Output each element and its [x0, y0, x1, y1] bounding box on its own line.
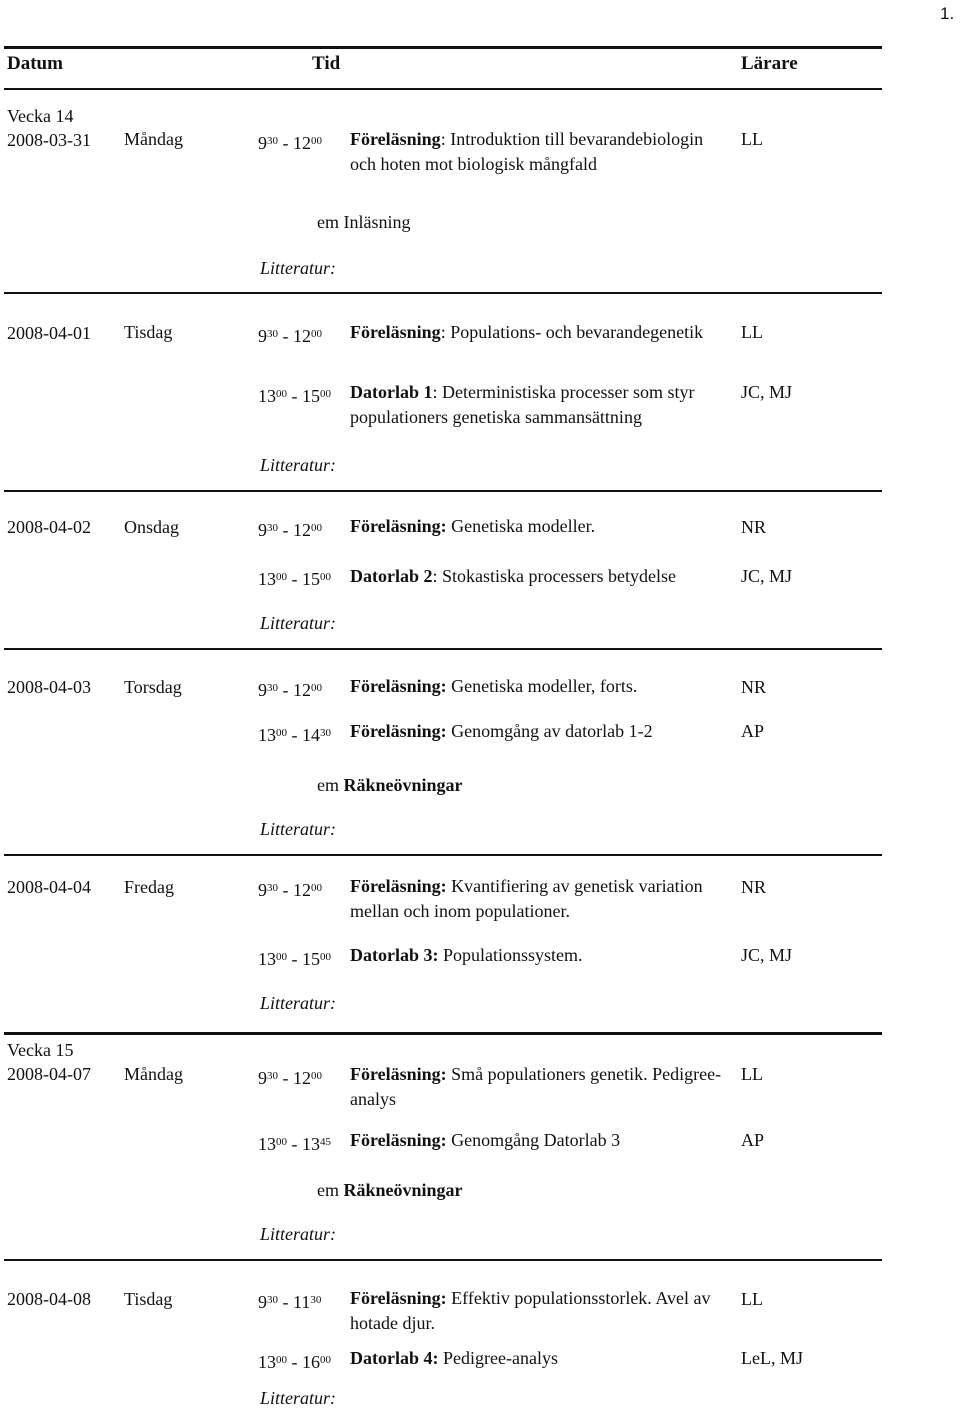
session-teacher: LeL, MJ: [741, 1348, 803, 1368]
schedule-day: Onsdag: [124, 517, 179, 537]
session-teacher: NR: [741, 877, 767, 897]
session-teacher: LL: [741, 1064, 763, 1084]
schedule-date: 2008-04-08: [7, 1289, 91, 1309]
session-description: Föreläsning: Små populationers genetik. Pedigree-analys: [350, 1064, 722, 1109]
literature-label: Litteratur:: [260, 1224, 337, 1244]
day-separator: [4, 1032, 882, 1035]
session-teacher: NR: [741, 517, 767, 537]
session-time: $9^{30} - 12^{00}$: [258, 680, 322, 700]
afternoon-activity: em Inläsning: [317, 212, 411, 232]
day-separator: [4, 292, 882, 294]
schedule-day: Tisdag: [124, 322, 173, 342]
session-teacher: NR: [741, 677, 767, 697]
session-teacher: LL: [741, 1289, 763, 1309]
schedule-day: Torsdag: [124, 677, 182, 697]
schedule-day: Fredag: [124, 877, 174, 897]
header-top-rule: [4, 46, 882, 49]
session-time: $9^{30} - 12^{00}$: [258, 520, 322, 540]
header-time: Tid: [312, 53, 341, 74]
schedule-date: 2008-03-31: [7, 130, 91, 150]
afternoon-activity: em Räkneövningar: [317, 775, 463, 795]
schedule-day: Måndag: [124, 129, 183, 149]
session-time: $9^{30} - 12^{00}$: [258, 326, 322, 346]
schedule-date: 2008-04-03: [7, 677, 91, 697]
day-separator: [4, 490, 882, 492]
session-description: Föreläsning: Introduktion till bevarandebiologin och hoten mot biologisk mångfald: [350, 129, 704, 174]
session-time: $9^{30} - 11^{30}$: [258, 1292, 322, 1312]
schedule-day: Tisdag: [124, 1289, 173, 1309]
session-time: $13^{00} - 16^{00}$: [258, 1352, 331, 1372]
day-separator: [4, 648, 882, 650]
session-teacher: JC, MJ: [741, 945, 793, 965]
session-description: Datorlab 2: Stokastiska processers betydelse: [350, 566, 676, 586]
session-description: Föreläsning: Genomgång Datorlab 3: [350, 1130, 621, 1150]
schedule-day: Måndag: [124, 1064, 183, 1084]
session-description: Datorlab 1: Deterministiska processer som styr populationers genetiska sammansättning: [350, 382, 695, 427]
session-teacher: LL: [741, 322, 763, 342]
literature-label: Litteratur:: [260, 819, 337, 839]
header-teacher: Lärare: [741, 53, 798, 74]
session-description: Datorlab 4: Pedigree-analys: [350, 1348, 558, 1368]
session-description: Föreläsning: Genetiska modeller.: [350, 516, 596, 536]
session-description: Föreläsning: Populations- och bevarandegenetik: [350, 322, 704, 342]
literature-label: Litteratur:: [260, 258, 337, 278]
header-bottom-rule: [4, 88, 882, 90]
session-teacher: JC, MJ: [741, 566, 793, 586]
afternoon-activity: em Räkneövningar: [317, 1180, 463, 1200]
session-time: $9^{30} - 12^{00}$: [258, 133, 322, 153]
session-time: $13^{00} - 15^{00}$: [258, 569, 331, 589]
week-label: Vecka 15: [7, 1040, 74, 1060]
session-teacher: LL: [741, 129, 763, 149]
header-date: Datum: [7, 53, 63, 74]
session-time: $9^{30} - 12^{00}$: [258, 880, 322, 900]
schedule-date: 2008-04-04: [7, 877, 91, 897]
page-number: 1.: [940, 4, 955, 23]
day-separator: [4, 854, 882, 856]
week-label: Vecka 14: [7, 106, 74, 126]
session-time: $13^{00} - 15^{00}$: [258, 386, 331, 406]
session-description: Datorlab 3: Populationssystem.: [350, 945, 583, 965]
session-description: Föreläsning: Genomgång av datorlab 1-2: [350, 721, 653, 741]
session-teacher: JC, MJ: [741, 382, 793, 402]
literature-label: Litteratur:: [260, 993, 337, 1013]
session-teacher: AP: [741, 721, 765, 741]
literature-label: Litteratur:: [260, 613, 337, 633]
session-description: Föreläsning: Genetiska modeller, forts.: [350, 676, 638, 696]
schedule-date: 2008-04-01: [7, 323, 91, 343]
session-time: $13^{00} - 14^{30}$: [258, 725, 331, 745]
day-separator: [4, 1259, 882, 1261]
schedule-date: 2008-04-07: [7, 1064, 91, 1084]
session-teacher: AP: [741, 1130, 765, 1150]
session-description: Föreläsning: Kvantifiering av genetisk variation mellan och inom populationer.: [350, 876, 703, 921]
schedule-date: 2008-04-02: [7, 517, 91, 537]
session-time: $13^{00} - 15^{00}$: [258, 949, 331, 969]
session-time: $13^{00} - 13^{45}$: [258, 1134, 331, 1154]
literature-label: Litteratur:: [260, 455, 337, 475]
session-time: $9^{30} - 12^{00}$: [258, 1068, 322, 1088]
session-description: Föreläsning: Effektiv populationsstorlek. Avel av hotade djur.: [350, 1288, 711, 1333]
literature-label: Litteratur:: [260, 1388, 337, 1408]
